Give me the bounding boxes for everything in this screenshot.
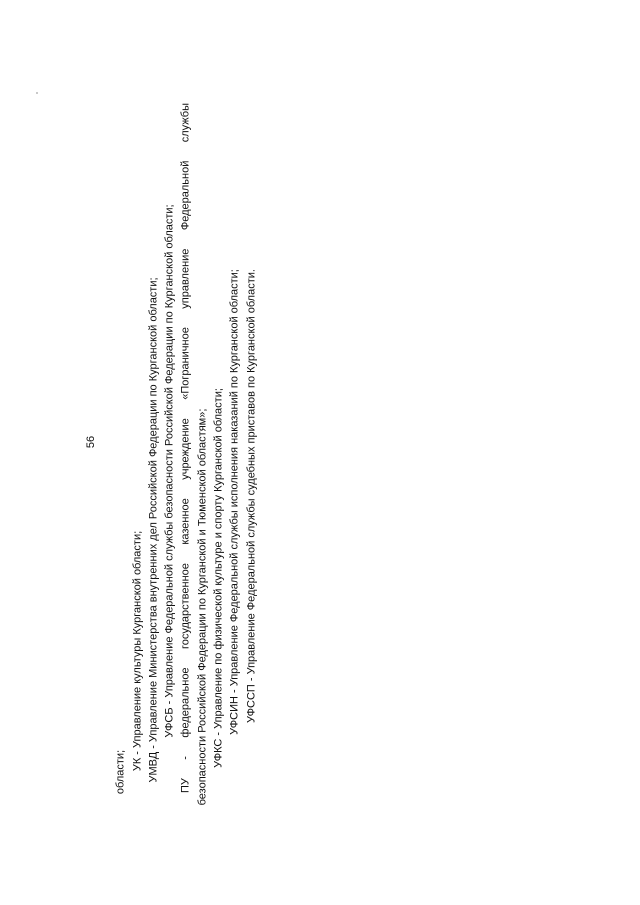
text-line: УФССП - Управление Федеральной службы судебных приставов по Курганской области.: [245, 269, 258, 723]
text-line: УФСБ - Управление Федеральной службы безопасности Российской Федерации по Курганской области;: [163, 204, 176, 738]
text-line: УФКС - Управление по физической культуре и спорту Курганской области;: [212, 388, 225, 768]
text-line: области;: [114, 749, 127, 795]
text-line: УМВД - Управление Министерства внутренних дел Российской Федерации по Курганской области;: [147, 277, 160, 783]
text-line: УК - Управление культуры Курганской области;: [131, 530, 144, 772]
text-line: ПУ - федеральное государственное казенное учреждение «Пограничное управление Федеральной службы: [179, 103, 192, 793]
scan-speck: [36, 92, 38, 94]
page-number: 56: [85, 435, 97, 449]
text-line: УФСИН - Управление Федеральной службы исполнения наказаний по Курганской области;: [228, 269, 241, 735]
text-line: безопасности Российской Федерации по Курганской и Тюменской областям»;: [196, 408, 209, 806]
